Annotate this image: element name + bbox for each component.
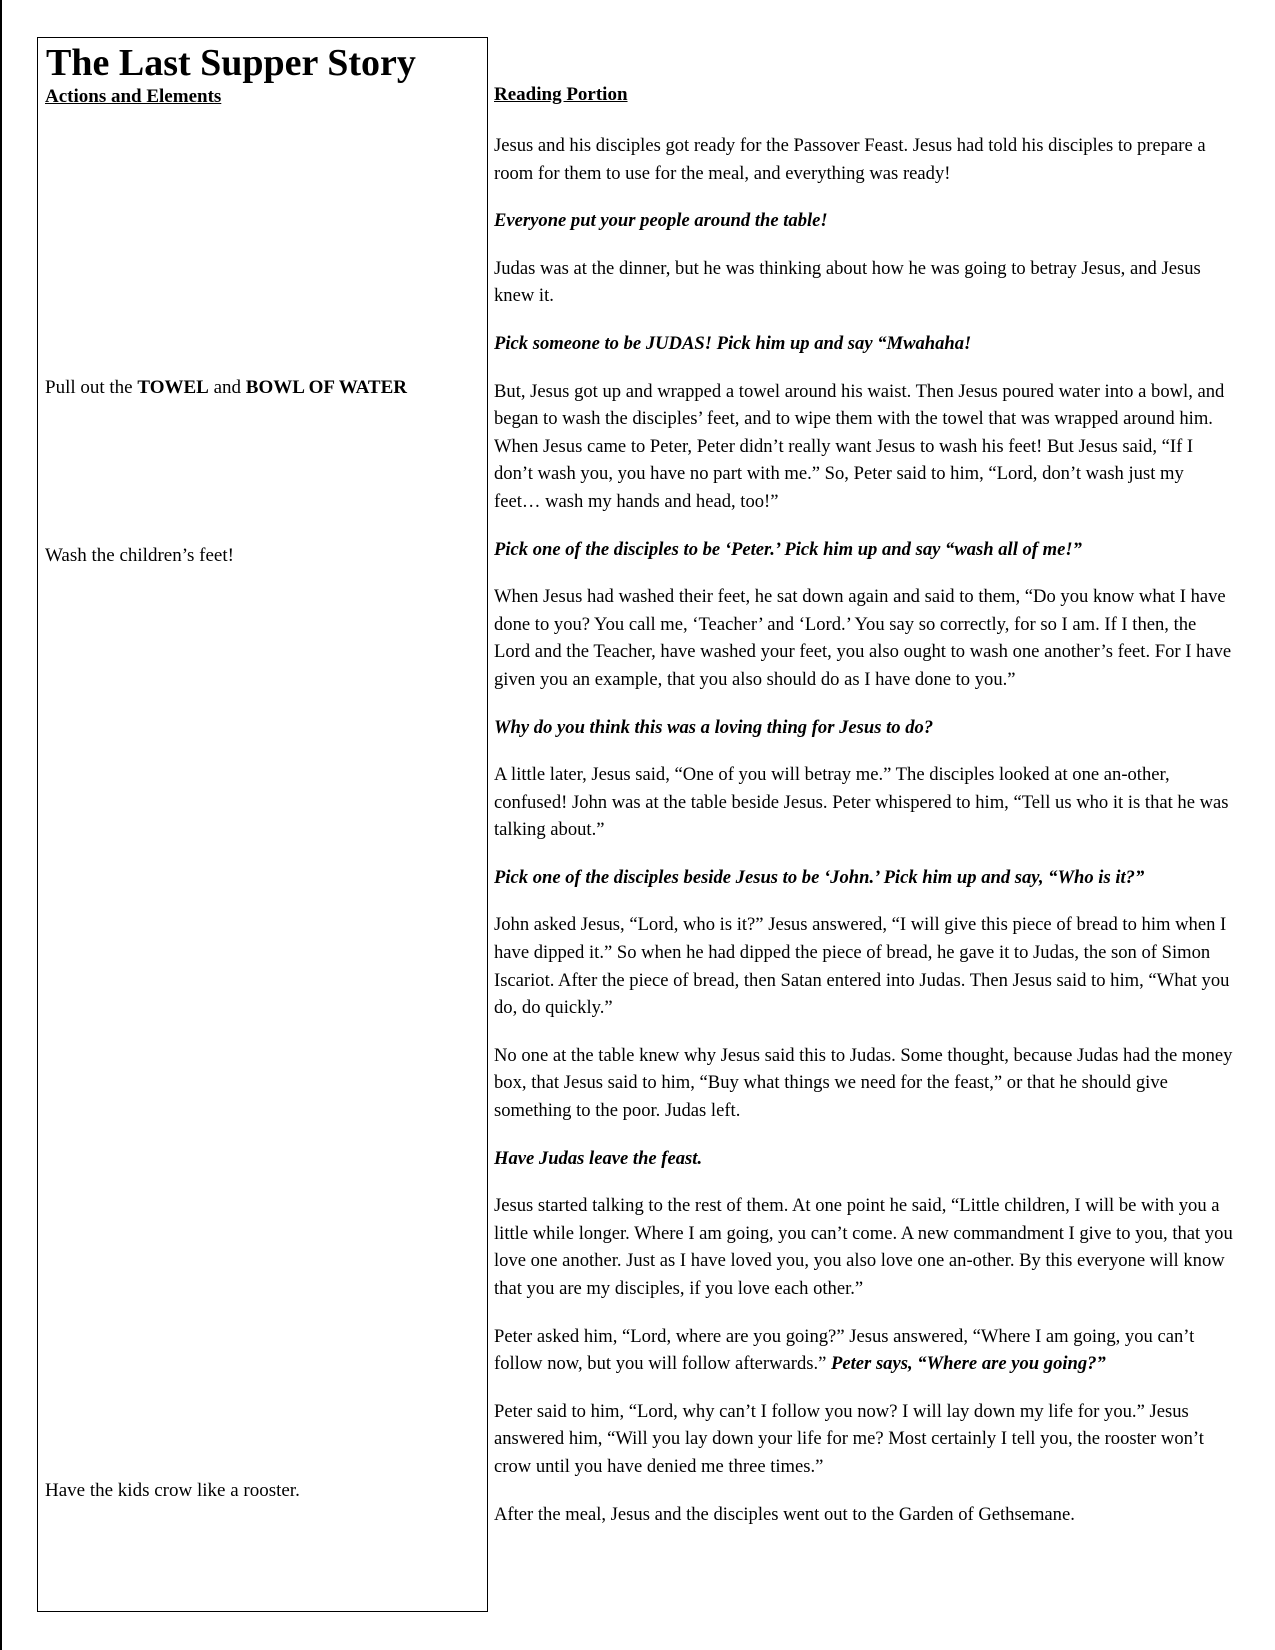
reading-paragraph: After the meal, Jesus and the disciples went out to the Garden of Gethsemane. [494,1503,1075,1525]
reading-text: Peter asked him, “Lord, where are you going?” Jesus answered, “Where I am going, you can’t follow now, but you will follow afterwards.” [494,1325,1195,1375]
reading-portion [494,132,1234,1548]
actions-column-box [37,37,488,1612]
reading-inline-prompt: Peter says, “Where are you going?” [831,1353,1106,1375]
action-towel-prefix: Pull out the [45,377,138,398]
reading-paragraph: John asked Jesus, “Lord, who is it?” Jesus answered, “I will give this piece of bread to him when I have dipped it.” So when he had dipped the piece of bread, he gave it to Judas, the son of Simon Iscariot. After the piece of bread, then Satan entered into Judas. Then Jesus said to him, “What you do, do quickly.” [494,914,1230,1019]
reading-paragraph: When Jesus had washed their feet, he sat down again and said to them, “Do you know what I have done to you? You call me, ‘Teacher’ and ‘Lord.’ You say so correctly, for so I am. If I then, the Lord and the Teacher, have washed your feet, you also ought to wash one another’s feet. For I have given you an example, that you also should do as I have done to you.” [494,586,1232,690]
reading-prompt: Pick one of the disciples to be ‘Peter.’ Pick him up and say “wash all of me!” [494,538,1082,560]
reading-paragraph: A little later, Jesus said, “One of you will betray me.” The disciples looked at one an-other, confused! John was at the table beside Jesus. Peter whispered to him, “Tell us who it is that he was talking about.” [494,764,1229,841]
page-left-edge-line [0,0,2,1650]
reading-paragraph: Judas was at the dinner, but he was thinking about how he was going to betray Jesus, and Jesus knew it. [494,257,1201,307]
page-title: The Last Supper Story [46,42,416,84]
reading-heading: Reading Portion [494,84,628,105]
reading-prompt: Why do you think this was a loving thing for Jesus to do? [494,716,934,738]
action-wash-feet: Wash the children’s feet! [45,545,234,566]
reading-paragraph: Jesus started talking to the rest of them. At one point he said, “Little children, I will be with you a little while longer. Where I am going, you can’t come. A new commandment I give to you, that you love one another. Just as I have loved you, you also love one an-other. By this everyone will know that you are my disciples, if you love each other.” [494,1195,1233,1299]
reading-paragraph: Jesus and his disciples got ready for the Passover Feast. Jesus had told his disciples to prepare a room for them to use for the meal, and everything was ready! [494,135,1206,184]
reading-paragraph: Peter said to him, “Lord, why can’t I follow you now? I will lay down my life for you.” Jesus answered him, “Will you lay down your life for me? Most certainly I tell you, the rooster won’t crow until you have denied me three times.” [494,1400,1204,1477]
reading-paragraph-with-prompt [494,1323,1234,1378]
reading-paragraph: No one at the table knew why Jesus said this to Judas. Some thought, because Judas had the money box, that Jesus said to him, “Buy what things we need for the feast,” or that he should give something to the poor. Judas left. [494,1044,1233,1122]
action-bowl-item: BOWL OF WATER [245,377,407,398]
action-towel-bowl [45,377,407,400]
action-towel-item: TOWEL [137,377,209,398]
action-towel-mid: and [208,377,246,398]
reading-prompt: Everyone put your people around the table! [494,210,828,232]
action-rooster: Have the kids crow like a rooster. [45,1480,300,1501]
reading-paragraph: But, Jesus got up and wrapped a towel around his waist. Then Jesus poured water into a bowl, and began to wash the disciples’ feet, and to wipe them with the towel that was wrapped around him. When Jesus came to Peter, Peter didn’t really want Jesus to wash his feet! But Jesus said, “If I don’t wash you, you have no part with me.” So, Peter said to him, “Lord, don’t wash just my feet… wash my hands and head, too!” [494,380,1225,512]
reading-prompt: Pick one of the disciples beside Jesus to be ‘John.’ Pick him up and say, “Who is it?” [494,866,1145,888]
actions-heading: Actions and Elements [45,86,222,107]
reading-prompt: Pick someone to be JUDAS! Pick him up and say “Mwahaha! [494,332,972,354]
reading-prompt: Have Judas leave the feast. [494,1147,703,1169]
